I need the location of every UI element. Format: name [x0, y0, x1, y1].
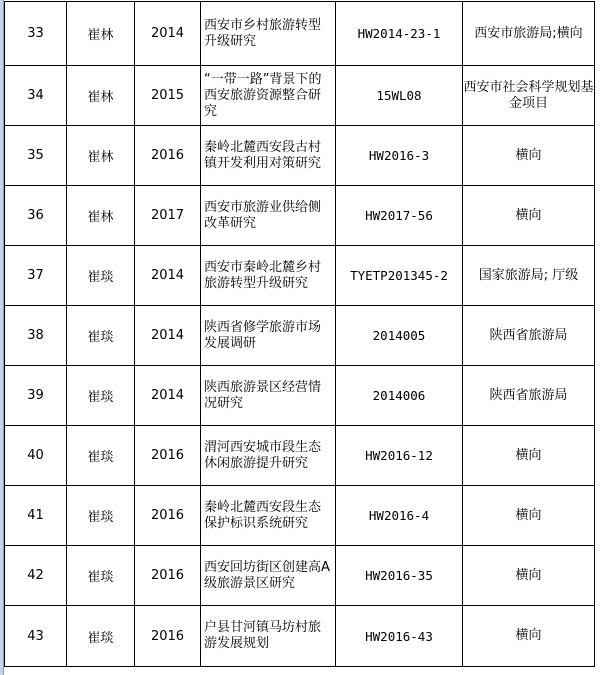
- cell-code[interactable]: HW2016-3: [336, 126, 463, 186]
- cell-year[interactable]: 2017: [135, 186, 201, 246]
- cell-source[interactable]: 陕西省旅游局: [463, 366, 595, 426]
- cell-no[interactable]: 41: [5, 486, 67, 546]
- cell-source[interactable]: 国家旅游局; 厅级: [463, 246, 595, 306]
- cell-no[interactable]: 35: [5, 126, 67, 186]
- cell-year[interactable]: 2016: [135, 126, 201, 186]
- cell-year[interactable]: 2014: [135, 366, 201, 426]
- cell-name[interactable]: 崔琰: [67, 366, 135, 426]
- cell-code[interactable]: 2014006: [336, 366, 463, 426]
- table-row[interactable]: [5, 486, 595, 546]
- cell-no[interactable]: 42: [5, 546, 67, 606]
- cell-code[interactable]: 15WL08: [336, 66, 463, 126]
- cell-title[interactable]: 陕西旅游景区经营情况研究: [201, 366, 336, 426]
- cell-no[interactable]: 37: [5, 246, 67, 306]
- cell-year[interactable]: 2016: [135, 426, 201, 486]
- table-row[interactable]: [5, 306, 595, 366]
- cell-name[interactable]: 崔林: [67, 2, 135, 66]
- cell-code[interactable]: HW2016-12: [336, 426, 463, 486]
- cell-title[interactable]: 渭河西安城市段生态休闲旅游提升研究: [201, 426, 336, 486]
- cell-source[interactable]: 西安市社会科学规划基金项目: [463, 66, 595, 126]
- cell-code[interactable]: HW2016-35: [336, 546, 463, 606]
- cell-year[interactable]: 2014: [135, 246, 201, 306]
- cell-source[interactable]: 西安市旅游局;横向: [463, 2, 595, 66]
- cell-source[interactable]: 横向: [463, 606, 595, 667]
- table-row[interactable]: [5, 126, 595, 186]
- cell-no[interactable]: 36: [5, 186, 67, 246]
- table-row[interactable]: [5, 66, 595, 126]
- cell-code[interactable]: HW2014-23-1: [336, 2, 463, 66]
- cell-source[interactable]: 横向: [463, 426, 595, 486]
- cell-title[interactable]: 西安回坊街区创建高A级旅游景区研究: [201, 546, 336, 606]
- table-row[interactable]: [5, 366, 595, 426]
- cell-name[interactable]: 崔林: [67, 186, 135, 246]
- cell-source[interactable]: 横向: [463, 126, 595, 186]
- table-row[interactable]: [5, 246, 595, 306]
- cell-source[interactable]: 横向: [463, 186, 595, 246]
- cell-name[interactable]: 崔琰: [67, 546, 135, 606]
- cell-code[interactable]: TYETP201345-2: [336, 246, 463, 306]
- cell-title[interactable]: 西安市乡村旅游转型升级研究: [201, 2, 336, 66]
- cell-no[interactable]: 34: [5, 66, 67, 126]
- table-row[interactable]: [5, 2, 595, 66]
- cell-name[interactable]: 崔琰: [67, 246, 135, 306]
- cell-title[interactable]: 户县甘河镇马坊村旅游发展规划: [201, 606, 336, 667]
- cell-title[interactable]: 西安市旅游业供给侧改革研究: [201, 186, 336, 246]
- cell-year[interactable]: 2014: [135, 2, 201, 66]
- cell-no[interactable]: 33: [5, 2, 67, 66]
- projects-table: [4, 1, 595, 667]
- cell-source[interactable]: 横向: [463, 486, 595, 546]
- cell-year[interactable]: 2015: [135, 66, 201, 126]
- table-row[interactable]: [5, 186, 595, 246]
- cell-year[interactable]: 2016: [135, 486, 201, 546]
- cell-name[interactable]: 崔琰: [67, 426, 135, 486]
- cell-no[interactable]: 40: [5, 426, 67, 486]
- cell-source[interactable]: 陕西省旅游局: [463, 306, 595, 366]
- cell-name[interactable]: 崔林: [67, 126, 135, 186]
- cell-source[interactable]: 横向: [463, 546, 595, 606]
- cell-name[interactable]: 崔琰: [67, 486, 135, 546]
- cell-name[interactable]: 崔琰: [67, 606, 135, 667]
- table-row[interactable]: [5, 546, 595, 606]
- cell-title[interactable]: 陕西省修学旅游市场发展调研: [201, 306, 336, 366]
- cell-no[interactable]: 38: [5, 306, 67, 366]
- cell-title[interactable]: 秦岭北麓西安段生态保护标识系统研究: [201, 486, 336, 546]
- cell-code[interactable]: HW2016-43: [336, 606, 463, 667]
- cell-year[interactable]: 2016: [135, 546, 201, 606]
- table-row[interactable]: [5, 426, 595, 486]
- cell-code[interactable]: 2014005: [336, 306, 463, 366]
- cell-title[interactable]: “一带一路”背景下的西安旅游资源整合研究: [201, 66, 336, 126]
- cell-name[interactable]: 崔林: [67, 66, 135, 126]
- table-row[interactable]: [5, 606, 595, 667]
- cell-code[interactable]: HW2016-4: [336, 486, 463, 546]
- cell-name[interactable]: 崔琰: [67, 306, 135, 366]
- cell-title[interactable]: 秦岭北麓西安段古村镇开发利用对策研究: [201, 126, 336, 186]
- cell-title[interactable]: 西安市秦岭北麓乡村旅游转型升级研究: [201, 246, 336, 306]
- cell-year[interactable]: 2016: [135, 606, 201, 667]
- cell-year[interactable]: 2014: [135, 306, 201, 366]
- cell-no[interactable]: 39: [5, 366, 67, 426]
- cell-code[interactable]: HW2017-56: [336, 186, 463, 246]
- cell-no[interactable]: 43: [5, 606, 67, 667]
